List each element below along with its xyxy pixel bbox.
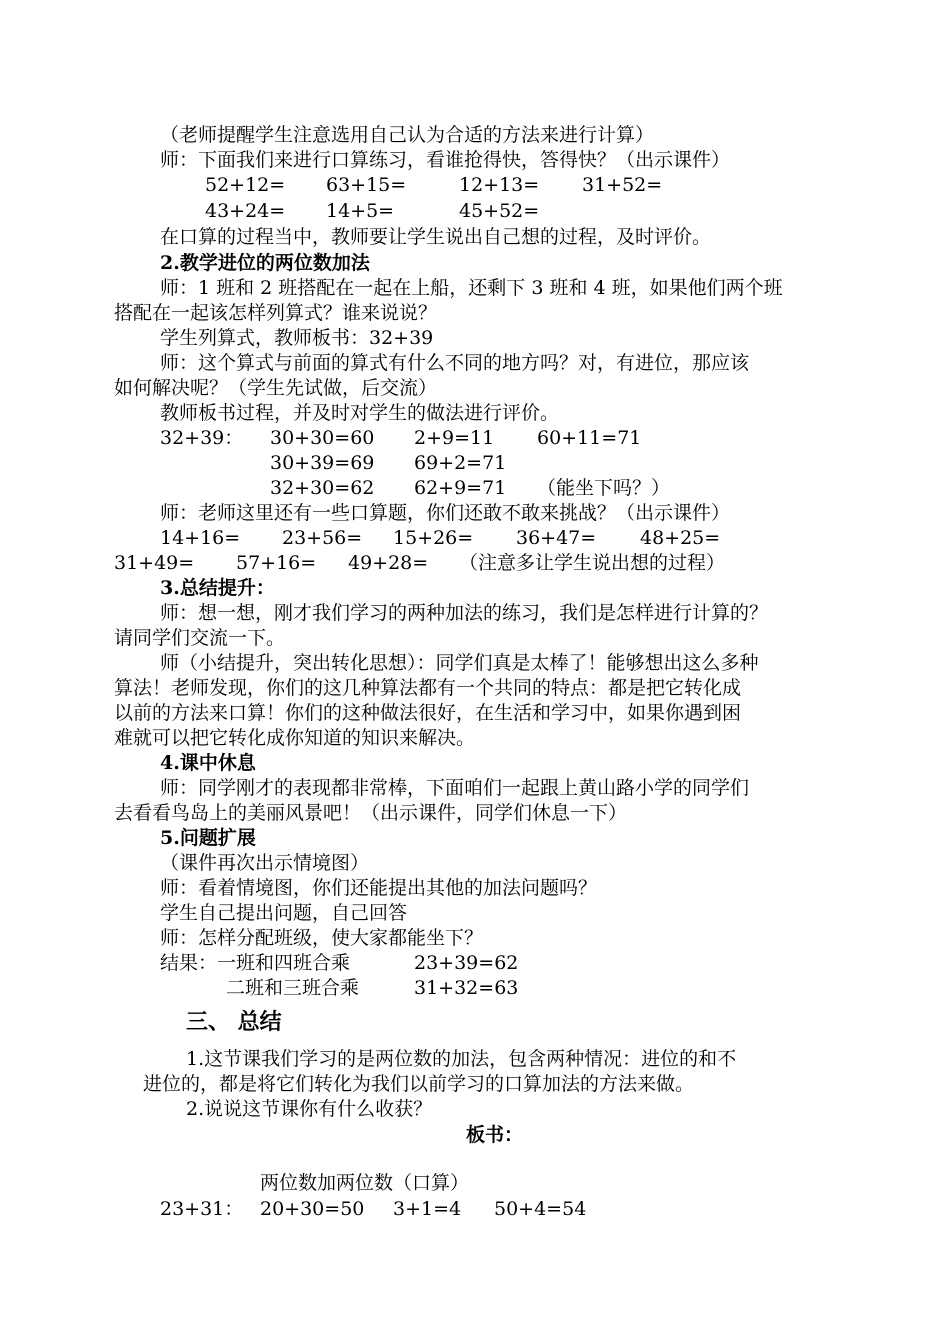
equation: 23+31： [160,1198,244,1220]
equation: 15+26= [393,527,474,549]
equation: 62+9=71 [414,477,507,499]
equation: 32+30=62 [270,477,375,499]
text-line: 师：这个算式与前面的算式有什么不同的地方吗？对，有进位，那应该 [160,352,750,374]
text-line: 进位的，都是将它们转化为我们以前学习的口算加法的方法来做。 [143,1073,695,1095]
equation: 31+52= [582,174,663,196]
equation: 31+32=63 [414,977,519,999]
equation: 69+2=71 [414,452,507,474]
text-line: 师（小结提升，突出转化思想）：同学们真是太棒了！能够想出这么多种 [160,652,759,674]
text-line: 教师板书过程，并及时对学生的做法进行评价。 [160,402,560,424]
equation: 49+28= [348,552,429,574]
text-line: 学生列算式，教师板书：32+39 [160,327,434,349]
text-line: 算法！老师发现，你们的这几种算法都有一个共同的特点：都是把它转化成 [114,677,742,699]
text-line: 2.说说这节课你有什么收获？ [186,1098,433,1120]
equation: 20+30=50 [260,1198,365,1220]
board-title: 两位数加两位数（口算） [260,1172,470,1194]
section-heading: 3.总结提升： [160,577,275,599]
equation: 14+5= [326,200,395,222]
text-line: 难就可以把它转化成你知道的知识来解决。 [114,727,476,749]
equation: 2+9=11 [414,427,495,449]
equation: 30+39=69 [270,452,375,474]
text-line: 结果：一班和四班合乘 [160,952,351,974]
text-line: 如何解决呢？（学生先试做，后交流） [114,377,438,399]
text-line: 师：下面我们来进行口算练习，看谁抢得快，答得快？（出示课件） [160,149,731,171]
equation: 3+1=4 [393,1198,462,1220]
text-line: 师：怎样分配班级，使大家都能坐下？ [160,927,484,949]
section-heading: 三、 总结 [186,1009,282,1035]
board-heading: 板书： [466,1124,524,1146]
text-line: 去看看鸟岛上的美丽风景吧！（出示课件，同学们休息一下） [114,802,628,824]
text-line: 师：1 班和 2 班搭配在一起在上船，还剩下 3 班和 4 班，如果他们两个班 [160,277,783,299]
text-line: 1.这节课我们学习的是两位数的加法，包含两种情况：进位的和不 [186,1048,737,1070]
text-line: 二班和三班合乘 [226,977,360,999]
equation: 23+39=62 [414,952,519,974]
equation: 52+12= [205,174,286,196]
text-line: 请同学们交流一下。 [114,627,286,649]
text-line: （注意多让学生说出想的过程） [459,552,726,574]
text-line: 师：看着情境图，你们还能提出其他的加法问题吗？ [160,877,598,899]
text-line: 以前的方法来口算！你们的这种做法很好，在生活和学习中，如果你遇到困 [114,702,742,724]
text-line: （课件再次出示情境图） [160,852,370,874]
text-line: 在口算的过程当中，教师要让学生说出自己想的过程，及时评价。 [160,226,712,248]
equation: 14+16= [160,527,241,549]
text-line: 师：同学刚才的表现都非常棒，下面咱们一起跟上黄山路小学的同学们 [160,777,750,799]
text-line: 师：老师这里还有一些口算题，你们还敢不敢来挑战？（出示课件） [160,502,731,524]
equation: 30+30=60 [270,427,375,449]
equation: 12+13= [459,174,540,196]
equation: （能坐下吗？） [537,477,671,499]
text-line: 搭配在一起该怎样列算式？谁来说说？ [114,302,438,324]
equation: 60+11=71 [537,427,642,449]
text-line: 师：想一想，刚才我们学习的两种加法的练习，我们是怎样进行计算的？ [160,602,769,624]
equation: 63+15= [326,174,407,196]
text-line: （老师提醒学生注意选用自己认为合适的方法来进行计算） [160,124,655,146]
equation: 32+39： [160,427,244,449]
equation: 57+16= [236,552,317,574]
equation: 43+24= [205,200,286,222]
equation: 45+52= [459,200,540,222]
section-heading: 2.教学进位的两位数加法 [160,252,370,274]
equation: 50+4=54 [494,1198,587,1220]
text-line: 学生自己提出问题，自己回答 [160,902,408,924]
section-heading: 5.问题扩展 [160,827,256,849]
equation: 48+25= [640,527,721,549]
section-heading: 4.课中休息 [160,752,256,774]
equation: 31+49= [114,552,195,574]
equation: 23+56= [282,527,363,549]
equation: 36+47= [516,527,597,549]
